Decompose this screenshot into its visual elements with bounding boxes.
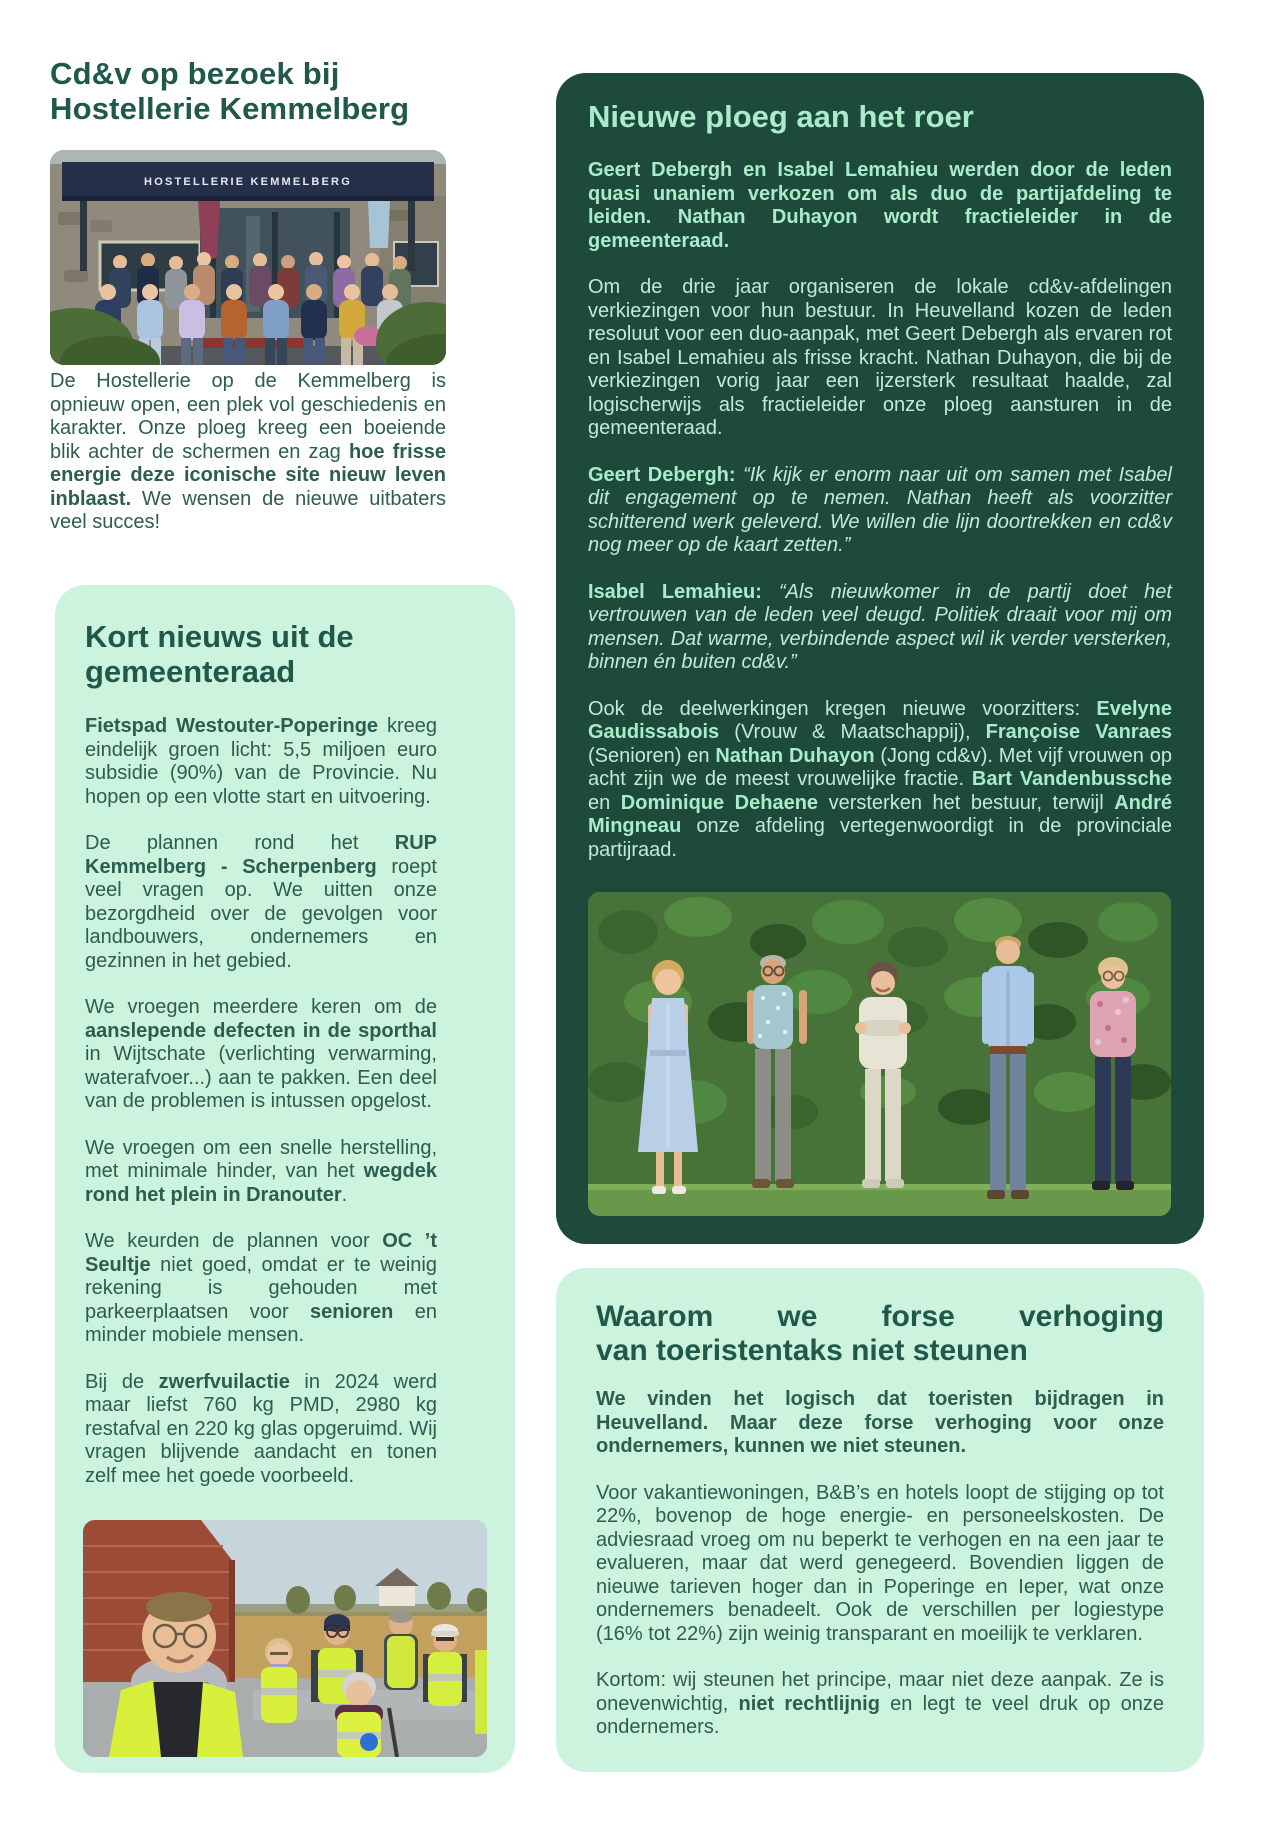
page-title-line-2: Hostellerie Kemmelberg — [50, 91, 410, 126]
kort-nieuws-paragraph: Fietspad Westouter-Poperinge kreeg eindelijk groen licht: 5,5 miljoen euro subsidie (90%) van de Provincie. Nu hopen op een vlotte start en uitvoering. — [85, 715, 437, 808]
nieuwe-ploeg-paragraph: Om de drie jaar organiseren de lokale cd&v-afdelingen verkiezingen voor hun bestuur. In Heuvelland kozen de leden resoluut voor een duo-aanpak, met Geert Debergh als ervaren rot en Isabel Lemahieu als frisse kracht. Nathan Duhayon, die bij de verkiezingen vorig jaar een ijzersterk resultaat haalde, zal logischerwijs als fractieleider onze ploeg aansturen in de gemeenteraad. — [588, 276, 1172, 439]
kort-nieuws-paragraph: De plannen rond het RUP Kemmelberg - Scherpenberg roept veel vragen op. We uitten onze bezorgdheid over de gevolgen voor landbouwers, ondernemers en gezinnen in het gebied. — [85, 832, 437, 972]
canopy — [62, 162, 434, 201]
toeristentaks-box — [556, 1268, 1204, 1772]
nieuwe-ploeg-quote-isabel: Isabel Lemahieu: “Als nieuwkomer in de partij doet het vertrouwen van de leden veel deugd. Politiek draait voor mij om mensen. Dat warme, verbindende aspect wil ik verder versterken, binnen én buiten cd&v.” — [588, 580, 1172, 673]
kort-nieuws-paragraph: We vroegen meerdere keren om de aanslepende defecten in de sporthal in Wijtschate (verlichting verwarming, waterafvoer...) aan te pakken. Een deel van de problemen is intussen opgelost. — [85, 996, 437, 1112]
toeristentaks-paragraph: Voor vakantiewoningen, B&B’s en hotels loopt de stijging op tot 22%, bovenop de hoge energie- en personeelskosten. De adviesraad vroeg om nu beperkt te verhogen en na een jaar te evalueren, maar dat werd genegeerd. Bovendien liggen de nieuwe tarieven hoger dan in Poperinge en Ieper, wat onze ondernemers benadeelt. Ook de verschillen per logiestype (16% tot 22%) zijn weinig transparant en moeilijk te verklaren. — [596, 1481, 1164, 1645]
toeristentaks-paragraphs — [596, 1388, 1164, 1740]
hostellerie-photo-illustration — [50, 150, 446, 365]
hostellerie-sign-text: HOSTELLERIE KEMMELBERG — [144, 176, 352, 188]
nieuwe-ploeg-lead: Geert Debergh en Isabel Lemahieu werden door de leden quasi unaniem verkozen om als duo de partijafdeling te leiden. Nathan Duhayon wordt fractieleider in de gemeenteraad. — [588, 159, 1172, 252]
kort-nieuws-paragraph: We keurden de plannen voor OC ’t Seultje niet goed, omdat er te weinig rekening is gehouden met parkeerplaatsen voor senioren en minder mobiele mensen. — [85, 1230, 437, 1346]
article-intro: De Hostellerie op de Kemmelberg is opnieuw open, een plek vol geschiedenis en karakter. Onze ploeg kreeg een boeiende blik achter de schermen en zag hoe frisse energie deze iconische site nieuw leven inblaast. We wensen de nieuwe uitbaters veel succes! — [50, 370, 446, 533]
blue-flag — [368, 201, 390, 248]
toeristentaks-lead: We vinden het logisch dat toeristen bijdragen in Heuvelland. Maar deze forse verhoging voor onze ondernemers, kunnen we niet steunen. — [596, 1388, 1164, 1457]
nieuwe-ploeg-title: Nieuwe ploeg aan het roer — [588, 99, 974, 134]
nieuwe-ploeg-paragraph: Ook de deelwerkingen kregen nieuwe voorzitters: Evelyne Gaudissabois (Vrouw & Maatschappij), Françoise Vanraes (Senioren) en Nathan Duhayon (Jong cd&v). Met vijf vrouwen op acht zijn we de meest vrouwelijke fractie. Bart Vandenbussche en Dominique Dehaene versterken het bestuur, terwijl André Mingneau onze afdeling vertegenwoordigt in de provinciale partijraad. — [588, 697, 1172, 861]
toeristentaks-paragraph: Kortom: wij steunen het principe, maar niet deze aanpak. Ze is onevenwichtig, niet rechtlijnig en legt te veel druk op onze ondernemers. — [596, 1669, 1164, 1738]
photo-hostellerie-group — [50, 150, 446, 365]
photo-zwerfvuilactie-group — [83, 1520, 487, 1757]
team-photo-illustration — [588, 892, 1171, 1216]
kort-nieuws-paragraph: We vroegen om een snelle herstelling, met minimale hinder, van het wegdek rond het plein in Dranouter. — [85, 1136, 437, 1206]
farmhouse — [379, 1584, 415, 1606]
kort-nieuws-title: Kort nieuws uit de gemeenteraad — [85, 619, 354, 689]
kort-nieuws-paragraph: Bij de zwerfvuilactie in 2024 werd maar liefst 760 kg PMD, 2980 kg restafval en 220 kg glas opgeruimd. Wij vragen blijvende aandacht en tonen zelf mee het goede voorbeeld. — [85, 1370, 437, 1487]
photo-nieuwe-ploeg-team — [588, 892, 1171, 1216]
toeristentaks-title: Waarom we forse verhoging van toeristentaks niet steunen — [596, 1300, 1164, 1367]
nieuwe-ploeg-paragraphs — [588, 159, 1172, 862]
zwerfvuilactie-photo-illustration — [83, 1520, 487, 1757]
page-title — [50, 56, 470, 126]
page-title-line-1: Cd&v op bezoek bij — [50, 56, 340, 91]
kort-nieuws-paragraphs — [85, 715, 437, 1488]
nieuwe-ploeg-quote-geert: Geert Debergh: “Ik kijk er enorm naar uit om samen met Isabel dit engagement op te nemen. Nathan heeft als voorzitter schitterend werk geleverd. We willen die lijn doortrekken en cd&v nog meer op de kaart zetten.” — [588, 463, 1172, 556]
